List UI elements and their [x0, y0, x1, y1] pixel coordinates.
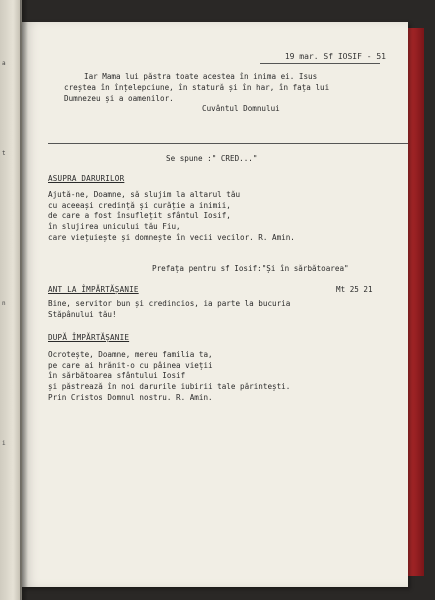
after-communion-heading: DUPĂ ÎMPĂRTĂȘANIE	[48, 333, 130, 342]
scripture-reference: Mt 25 21	[336, 285, 373, 294]
offerings-section	[48, 174, 295, 244]
text-line: Dumnezeu și a oamenilor.	[64, 93, 174, 103]
credo-note: Se spune :" CRED..."	[166, 154, 258, 163]
gospel-closing: Cuvântul Domnului	[202, 104, 280, 113]
communion-antiphon-section	[48, 285, 290, 320]
text-line: Stăpânului tău!	[48, 309, 117, 319]
edge-mark: a	[2, 60, 6, 67]
text-line: care viețuiește și domnește în vecii vecilor. R. Amin.	[48, 232, 295, 242]
running-head-rule	[260, 63, 380, 64]
text-line: în sărbătoarea sfântului Iosif	[48, 371, 186, 381]
text-line: Ocrotește, Doamne, mereu familia ta,	[48, 349, 213, 359]
edge-mark: n	[2, 300, 6, 307]
communion-antiphon-heading: ANT LA ÎMPĂRTĂȘANIE	[48, 285, 139, 294]
previous-page-edge	[0, 0, 22, 600]
spine-shadow	[20, 0, 28, 600]
section-rule	[48, 143, 408, 144]
text-line: cu aceeași credință și curăție a inimii,	[48, 200, 231, 210]
text-line: pe care ai hrănit-o cu pâinea vieții	[48, 360, 213, 370]
text-line: Bine, servitor bun și credincios, ia parte la bucuria	[48, 298, 291, 308]
edge-mark: i	[2, 440, 6, 447]
edge-mark: t	[2, 150, 6, 157]
text-line: în slujirea unicului tău Fiu,	[48, 222, 181, 232]
running-head: 19 mar. Sf IOSIF - 51	[284, 52, 386, 61]
text-line: de care a fost însuflețit sfântul Iosif,	[48, 211, 231, 221]
after-communion-section	[48, 333, 290, 404]
book-page	[22, 22, 408, 587]
text-line: Prin Cristos Domnul nostru. R. Amin.	[48, 392, 213, 402]
offerings-heading: ASUPRA DARURILOR	[48, 174, 125, 183]
gospel-ending	[64, 72, 330, 104]
text-line: și păstrează în noi darurile iubirii tale părintești.	[48, 382, 291, 392]
preface-note: Prefața pentru sf Iosif:"Și în sărbătoarea"	[152, 264, 349, 273]
text-line: Iar Mama lui păstra toate acestea în inima ei. Isus	[84, 72, 318, 81]
text-line: Ajută-ne, Doamne, să slujim la altarul tău	[48, 189, 241, 199]
text-line: creștea în înțelepciune, în statură și în har, în fața lui	[64, 82, 330, 92]
